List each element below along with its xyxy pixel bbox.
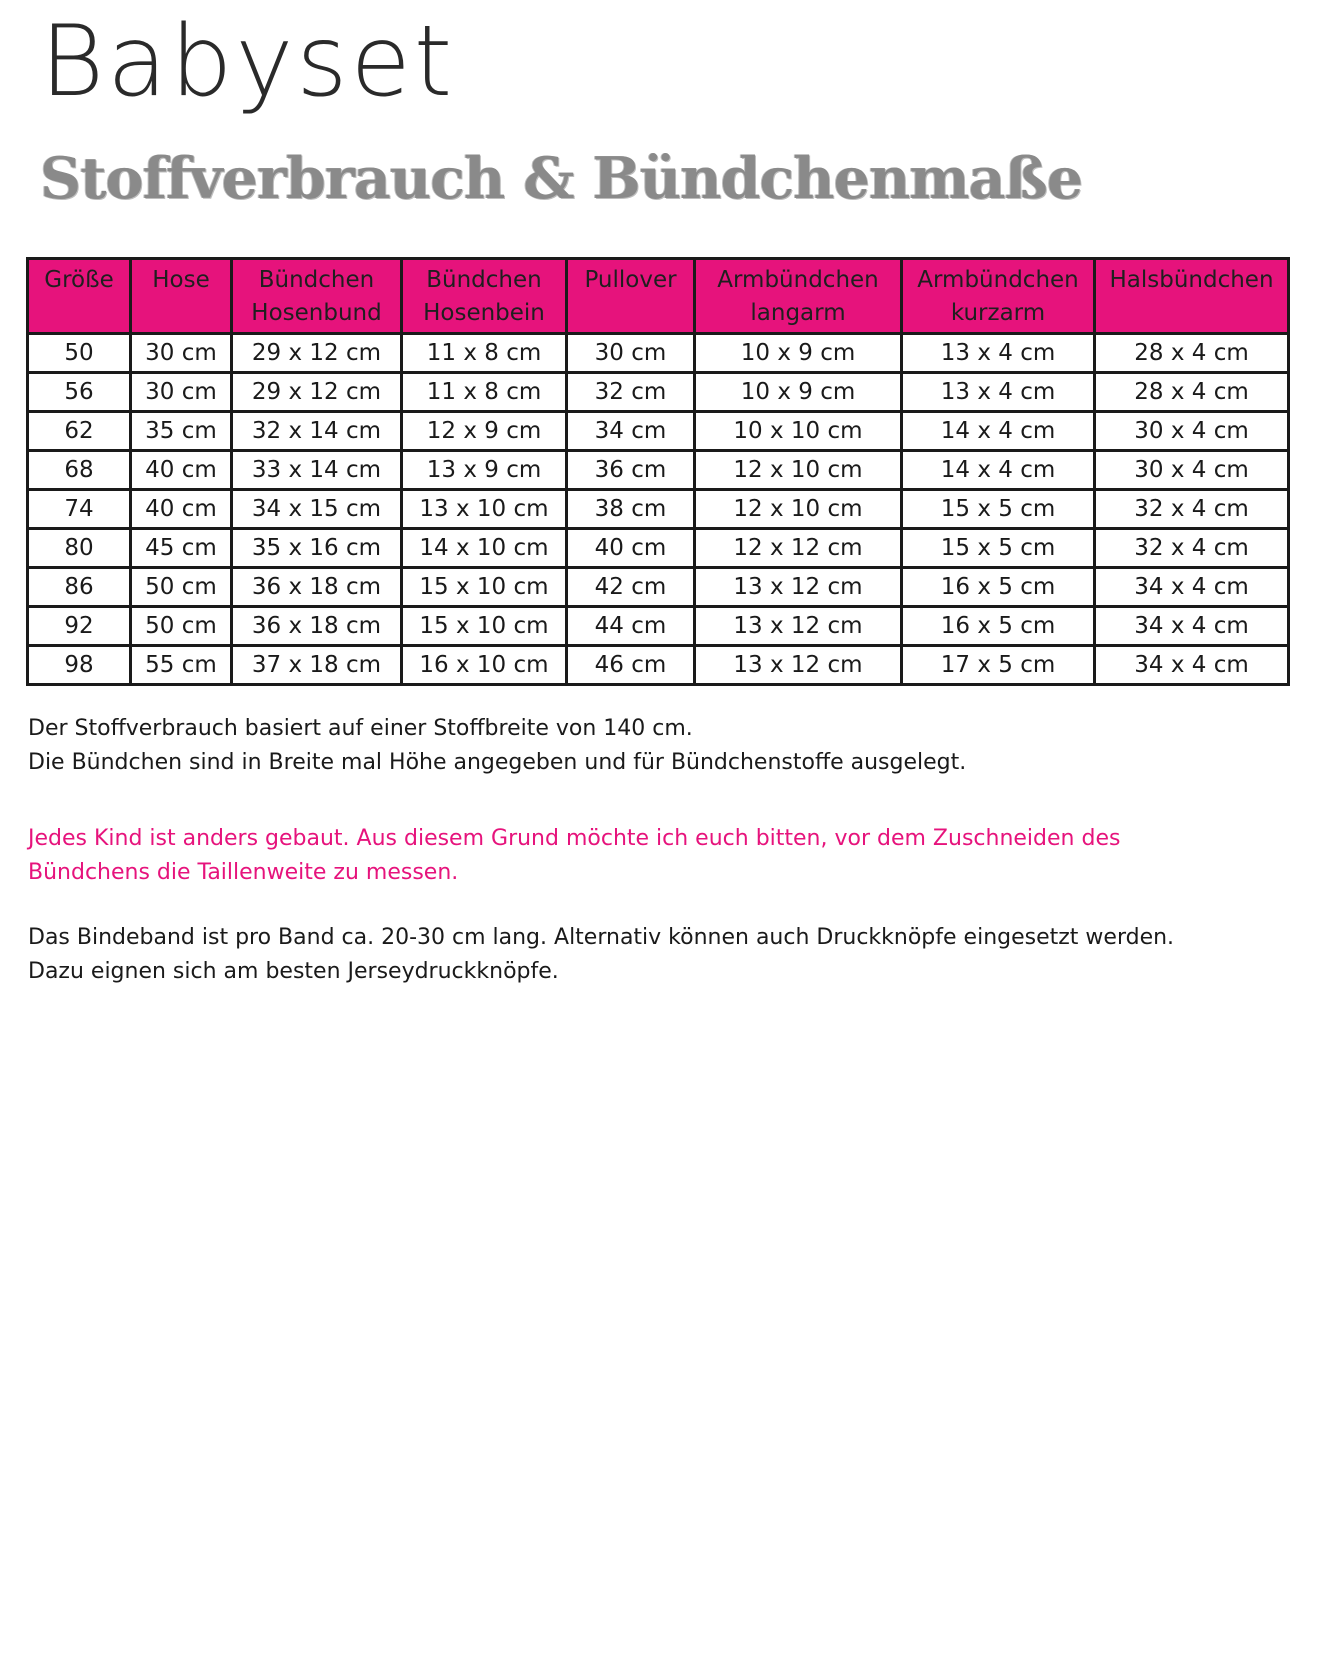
table-cell: 34 x 4 cm — [1095, 568, 1289, 607]
column-header-label: kurzarm — [950, 300, 1046, 326]
table-row — [28, 529, 1289, 568]
table-cell: 98 — [28, 646, 131, 685]
table-cell: 13 x 12 cm — [695, 568, 902, 607]
table-row — [28, 646, 1289, 685]
column-header-label: Hosenbein — [423, 300, 545, 326]
table-cell: 38 cm — [567, 490, 695, 529]
table-cell: 14 x 10 cm — [402, 529, 567, 568]
column-header — [1095, 259, 1289, 334]
size-table — [26, 257, 1290, 686]
column-header — [695, 259, 902, 334]
size-table-container — [26, 257, 1287, 686]
table-cell: 80 — [28, 529, 131, 568]
table-cell: 56 — [28, 373, 131, 412]
table-cell: 30 cm — [567, 334, 695, 373]
note-line: Die Bündchen sind in Breite mal Höhe angegeben und für Bündchenstoffe ausgelegt. — [28, 750, 967, 775]
page-subtitle: Stoffverbrauch & Bündchenmaße — [40, 145, 1083, 212]
table-cell: 17 x 5 cm — [902, 646, 1095, 685]
table-cell: 32 x 14 cm — [232, 412, 402, 451]
column-header-label: Hosenbund — [251, 300, 382, 326]
table-cell: 36 cm — [567, 451, 695, 490]
column-header — [902, 259, 1095, 334]
table-cell: 15 x 10 cm — [402, 607, 567, 646]
table-cell: 10 x 9 cm — [695, 373, 902, 412]
table-header-row — [28, 259, 1289, 334]
table-cell: 45 cm — [131, 529, 232, 568]
table-row — [28, 568, 1289, 607]
table-cell: 12 x 12 cm — [695, 529, 902, 568]
table-cell: 36 x 18 cm — [232, 568, 402, 607]
table-cell: 29 x 12 cm — [232, 334, 402, 373]
table-cell: 12 x 9 cm — [402, 412, 567, 451]
table-cell: 13 x 4 cm — [902, 334, 1095, 373]
table-cell: 42 cm — [567, 568, 695, 607]
table-cell: 13 x 12 cm — [695, 607, 902, 646]
table-cell: 15 x 5 cm — [902, 490, 1095, 529]
table-cell: 32 cm — [567, 373, 695, 412]
column-header — [232, 259, 402, 334]
column-header-label: Bündchen — [426, 267, 542, 293]
column-header-label: Bündchen — [258, 267, 375, 293]
table-cell: 16 x 5 cm — [902, 568, 1095, 607]
notes-waist-hint — [28, 822, 1120, 890]
table-cell: 34 cm — [567, 412, 695, 451]
table-cell: 46 cm — [567, 646, 695, 685]
table-cell: 10 x 9 cm — [695, 334, 902, 373]
table-cell: 29 x 12 cm — [232, 373, 402, 412]
table-cell: 50 — [28, 334, 131, 373]
note-line: Bündchens die Taillenweite zu messen. — [28, 860, 459, 885]
column-header-label: Hose — [152, 267, 210, 293]
table-cell: 16 x 5 cm — [902, 607, 1095, 646]
page-title: Babyset — [40, 5, 456, 119]
table-cell: 14 x 4 cm — [902, 412, 1095, 451]
column-header — [28, 259, 131, 334]
table-cell: 62 — [28, 412, 131, 451]
table-row — [28, 451, 1289, 490]
table-cell: 13 x 4 cm — [902, 373, 1095, 412]
table-row — [28, 334, 1289, 373]
table-cell: 92 — [28, 607, 131, 646]
column-header-label: Größe — [44, 267, 114, 293]
note-line: Der Stoffverbrauch basiert auf einer Stoffbreite von 140 cm. — [28, 716, 693, 741]
column-header-label: Armbündchen — [917, 267, 1079, 293]
table-cell: 13 x 12 cm — [695, 646, 902, 685]
column-header — [402, 259, 567, 334]
table-cell: 40 cm — [567, 529, 695, 568]
table-cell: 36 x 18 cm — [232, 607, 402, 646]
table-cell: 34 x 15 cm — [232, 490, 402, 529]
table-cell: 74 — [28, 490, 131, 529]
table-cell: 11 x 8 cm — [402, 334, 567, 373]
table-cell: 14 x 4 cm — [902, 451, 1095, 490]
table-cell: 13 x 10 cm — [402, 490, 567, 529]
table-cell: 35 cm — [131, 412, 232, 451]
table-cell: 15 x 10 cm — [402, 568, 567, 607]
notes-ribbon — [28, 921, 1174, 989]
table-cell: 68 — [28, 451, 131, 490]
table-cell: 12 x 10 cm — [695, 490, 902, 529]
table-cell: 12 x 10 cm — [695, 451, 902, 490]
table-row — [28, 607, 1289, 646]
table-cell: 37 x 18 cm — [232, 646, 402, 685]
table-cell: 30 x 4 cm — [1095, 451, 1289, 490]
column-header-label: Halsbündchen — [1109, 267, 1274, 293]
table-cell: 16 x 10 cm — [402, 646, 567, 685]
table-row — [28, 490, 1289, 529]
table-cell: 30 cm — [131, 334, 232, 373]
table-cell: 28 x 4 cm — [1095, 334, 1289, 373]
table-body — [28, 334, 1289, 685]
table-cell: 35 x 16 cm — [232, 529, 402, 568]
note-line: Das Bindeband ist pro Band ca. 20-30 cm lang. Alternativ können auch Druckknöpfe eingesetzt werden. — [28, 925, 1175, 950]
table-row — [28, 412, 1289, 451]
column-header-label: Pullover — [584, 267, 677, 293]
table-cell: 33 x 14 cm — [232, 451, 402, 490]
note-line: Jedes Kind ist anders gebaut. Aus diesem Grund möchte ich euch bitten, vor dem Zuschneiden des — [28, 826, 1121, 851]
table-cell: 13 x 9 cm — [402, 451, 567, 490]
column-header — [131, 259, 232, 334]
table-cell: 40 cm — [131, 451, 232, 490]
table-cell: 11 x 8 cm — [402, 373, 567, 412]
table-cell: 30 x 4 cm — [1095, 412, 1289, 451]
table-cell: 55 cm — [131, 646, 232, 685]
table-cell: 50 cm — [131, 568, 232, 607]
table-cell: 40 cm — [131, 490, 232, 529]
table-cell: 10 x 10 cm — [695, 412, 902, 451]
column-header — [567, 259, 695, 334]
column-header-label: Armbündchen — [717, 267, 879, 293]
note-line: Dazu eignen sich am besten Jerseydruckknöpfe. — [28, 959, 559, 984]
column-header-label: langarm — [750, 300, 846, 326]
table-cell: 28 x 4 cm — [1095, 373, 1289, 412]
table-cell: 34 x 4 cm — [1095, 607, 1289, 646]
table-cell: 44 cm — [567, 607, 695, 646]
table-cell: 15 x 5 cm — [902, 529, 1095, 568]
table-cell: 86 — [28, 568, 131, 607]
table-cell: 50 cm — [131, 607, 232, 646]
table-cell: 34 x 4 cm — [1095, 646, 1289, 685]
table-cell: 32 x 4 cm — [1095, 490, 1289, 529]
table-cell: 30 cm — [131, 373, 232, 412]
notes-fabric — [28, 712, 966, 780]
table-row — [28, 373, 1289, 412]
table-cell: 32 x 4 cm — [1095, 529, 1289, 568]
